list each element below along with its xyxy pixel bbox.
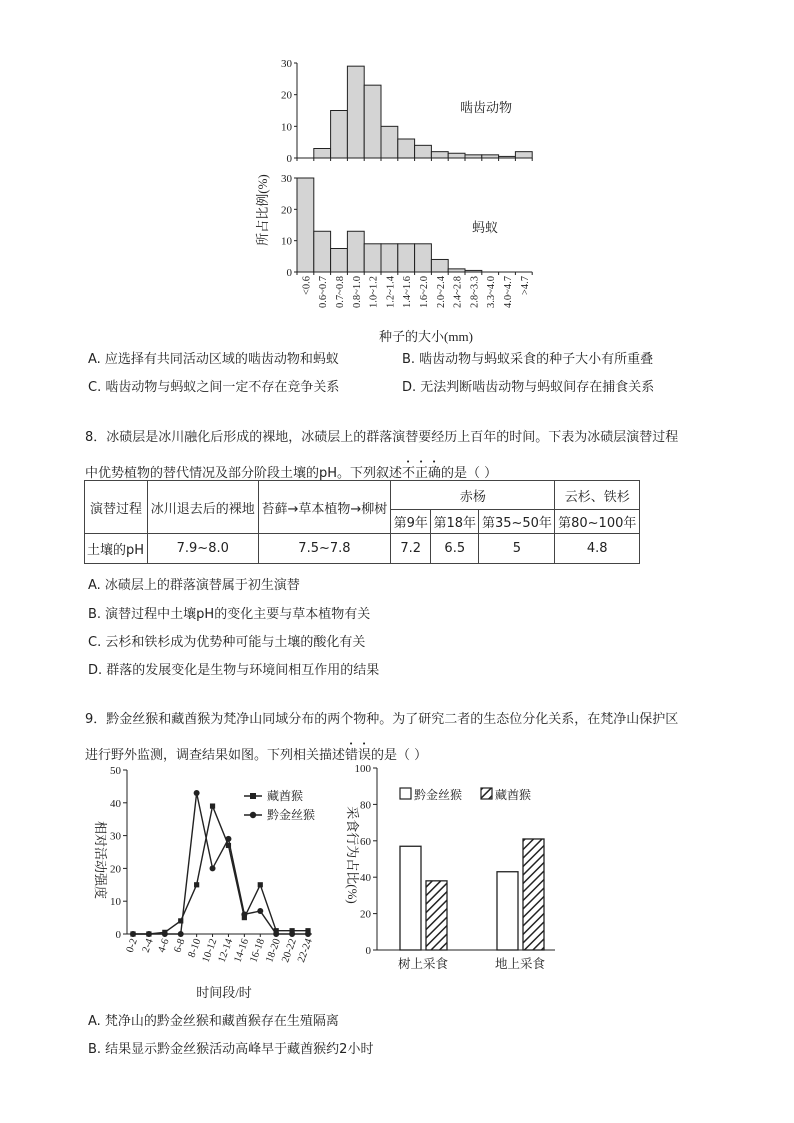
activity-x-tick-label: 12-14 — [216, 937, 236, 965]
seed-size-histogram-chart — [250, 50, 570, 350]
legend-qianjin — [244, 807, 315, 822]
activity-x-tick-label: 10-12 — [200, 937, 220, 965]
rodent-y-tick-label: 30 — [281, 58, 292, 70]
legend-qianjin-label: 黔金丝猴 — [267, 808, 316, 822]
seed-size-x-tick-label: 1.4~1.6 — [402, 276, 414, 308]
rodent-bar — [398, 139, 415, 158]
qianjin-activity-point — [305, 931, 311, 937]
seed-size-x-tick-label: 0.6~0.7 — [318, 276, 330, 308]
table-header-process: 演替过程 — [85, 481, 148, 534]
seed-size-x-tick-label: 4.0~4.7 — [503, 276, 514, 308]
table-ph-moss: 7.5~7.8 — [258, 534, 391, 564]
table-ph-year80-100: 4.8 — [555, 534, 640, 564]
qianjin-activity-point — [225, 836, 231, 842]
q9-option-b[interactable]: B. 结果显示黔金丝猴活动高峰早于藏酋猴约2小时 — [88, 1042, 374, 1057]
activity-x-tick-label: 4-6 — [156, 937, 172, 955]
q8-stem-post: 的是（ ） — [441, 466, 498, 481]
activity-y-tick-label: 20 — [110, 863, 121, 876]
zangqiu-activity-point — [210, 803, 215, 808]
q9-stem-emphasis: 错误 — [345, 748, 372, 763]
activity-y-tick-label: 30 — [110, 830, 121, 843]
q8-option-a[interactable]: A. 冰碛层上的群落演替属于初生演替 — [88, 578, 300, 593]
q7-option-c[interactable]: C. 啮齿动物与蚂蚁之间一定不存在竞争关系 — [88, 380, 340, 395]
chart1-y-axis-label: 所占比例(%) — [255, 174, 270, 246]
rodent-y-tick-label: 20 — [281, 89, 292, 102]
activity-x-tick-label: 8-10 — [186, 937, 204, 960]
seed-size-x-tick-label: 0.7~0.8 — [335, 276, 346, 308]
seed-size-x-tick-label: 3.3~4.0 — [486, 276, 498, 308]
rodent-bar — [364, 85, 381, 158]
table-stage-moss: 苔藓→草本植物→柳树 — [258, 481, 391, 534]
rodent-bar — [381, 126, 398, 158]
activity-x-tick-label: 6-8 — [172, 937, 188, 955]
feeding-y-tick-label: 20 — [360, 908, 371, 921]
legend-zangqiu-bar-label: 藏酋猴 — [495, 788, 532, 802]
seed-size-x-tick-label: 2.8~3.3 — [469, 276, 481, 308]
q9-stem-pre: 进行野外监测，调查结果如图。下列相关描述 — [85, 748, 346, 763]
seed-size-x-tick-label: <0.6 — [301, 276, 313, 296]
activity-x-tick-label: 14-16 — [232, 937, 252, 965]
ant-y-tick-label: 10 — [281, 235, 292, 248]
q8-option-d[interactable]: D. 群落的发展变化是生物与环境间相互作用的结果 — [88, 663, 380, 678]
rodent-bar — [415, 145, 432, 158]
feeding-x-tick-label: 地上采食 — [494, 957, 546, 971]
ant-bar — [415, 244, 432, 272]
ant-bar — [314, 231, 331, 272]
table-ph-bare: 7.9~8.0 — [147, 534, 258, 564]
ant-bar — [331, 249, 348, 273]
table-ph-year35-50: 5 — [479, 534, 555, 564]
q9-option-a[interactable]: A. 梵净山的黔金丝猴和藏酋猴存在生殖隔离 — [88, 1014, 339, 1029]
zangqiu-activity-point — [194, 882, 199, 887]
zangqiu-activity-point — [258, 882, 263, 887]
q8-option-b[interactable]: B. 演替过程中土壤pH的变化主要与草本植物有关 — [88, 607, 371, 622]
rodent-bar — [515, 152, 532, 158]
activity-y-tick-label: 50 — [110, 765, 121, 777]
ant-y-tick-label: 0 — [286, 267, 292, 279]
seed-size-x-tick-label: 1.6~2.0 — [419, 276, 430, 308]
table-stage-alder: 赤杨 — [391, 481, 555, 510]
seed-size-x-tick-label: 1.2~1.4 — [385, 276, 397, 308]
qianjin-activity-point — [178, 931, 184, 937]
activity-line-chart — [84, 760, 334, 1005]
ant-bar — [431, 259, 448, 272]
qianjin-activity-point — [210, 865, 216, 871]
seed-size-x-tick-label: 1.0~1.2 — [368, 276, 380, 308]
seed-size-x-tick-label: 0.8~1.0 — [351, 276, 363, 308]
feeding-y-tick-label: 60 — [360, 835, 371, 848]
activity-x-tick-label: 2-4 — [140, 937, 156, 955]
seed-size-x-tick-label: >4.7 — [519, 276, 531, 296]
zangqiu-activity-line — [133, 806, 308, 934]
q8-stem-pre: 中优势植物的替代情况及部分阶段土壤的pH。下列叙述 — [85, 466, 403, 481]
legend-qianjin-bar — [400, 787, 462, 802]
q7-option-d[interactable]: D. 无法判断啮齿动物与蚂蚁间存在捕食关系 — [402, 380, 655, 395]
qianjin-activity-point — [257, 908, 263, 914]
ant-bar — [364, 244, 381, 272]
qianjin-feeding-bar — [400, 846, 421, 950]
rodent-bar — [499, 156, 516, 158]
legend-zangqiu-bar — [481, 787, 531, 802]
rodent-y-tick-label: 10 — [281, 121, 292, 134]
table-stage-bare: 冰川退去后的裸地 — [147, 481, 258, 534]
qianjin-activity-point — [162, 931, 168, 937]
feeding-x-tick-label: 树上采食 — [397, 957, 449, 971]
q7-option-b[interactable]: B. 啮齿动物与蚂蚁采食的种子大小有所重叠 — [402, 352, 654, 367]
ant-bar — [347, 231, 364, 272]
ant-bar — [465, 270, 482, 272]
q9-stem-post: 的是（ ） — [371, 748, 428, 763]
q7-option-a[interactable]: A. 应选择有共同活动区域的啮齿动物和蚂蚁 — [88, 352, 339, 367]
qianjin-activity-point — [273, 931, 279, 937]
activity-y-tick-label: 40 — [110, 797, 121, 810]
ant-bar — [398, 244, 415, 272]
ant-series-label: 蚂蚁 — [472, 220, 499, 235]
table-sub-year35-50: 第35~50年 — [479, 510, 555, 534]
rodent-bar — [482, 155, 499, 158]
activity-y-tick-label: 10 — [110, 896, 121, 909]
ant-y-tick-label: 20 — [281, 204, 292, 217]
rodent-bar — [448, 153, 465, 158]
succession-table — [84, 480, 640, 564]
ant-bar — [297, 178, 314, 272]
rodent-y-tick-label: 0 — [286, 153, 292, 165]
ant-y-tick-label: 30 — [281, 173, 292, 185]
table-ph-label: 土壤的pH — [85, 534, 148, 564]
activity-x-tick-label: 20-22 — [280, 937, 299, 965]
table-ph-year18: 6.5 — [431, 534, 479, 564]
legend-zangqiu-label: 藏酋猴 — [267, 789, 304, 803]
q8-option-c[interactable]: C. 云杉和铁杉成为优势种可能与土壤的酸化有关 — [88, 635, 366, 650]
ant-bar — [381, 244, 398, 272]
qianjin-feeding-bar — [497, 872, 518, 950]
q8-stem-emphasis: 不正确 — [402, 466, 442, 481]
qianjin-activity-point — [130, 931, 136, 937]
feeding-legend — [400, 787, 531, 802]
activity-y-axis-label: 相对活动强度 — [93, 820, 108, 900]
feeding-y-axis-label: 采食行为占比(%) — [345, 806, 360, 904]
zangqiu-feeding-bar — [523, 839, 544, 950]
rodent-bar — [331, 111, 348, 159]
q9-stem-line1: 9．黔金丝猴和藏酋猴为梵净山同域分布的两个物种。为了研究二者的生态位分化关系，在梵净山保护区 — [85, 712, 679, 727]
qianjin-activity-point — [241, 911, 247, 917]
ant-bar — [448, 269, 465, 272]
table-stage-spruce: 云杉、铁杉 — [555, 481, 640, 510]
rodent-bar — [465, 155, 482, 158]
rodent-bar — [314, 149, 331, 159]
table-sub-year9: 第9年 — [391, 510, 431, 534]
activity-x-tick-label: 16-18 — [248, 937, 268, 965]
activity-x-tick-label: 0-2 — [124, 937, 140, 955]
legend-qianjin-bar-label: 黔金丝猴 — [414, 788, 463, 802]
q8-stem-line2 — [85, 458, 497, 482]
feeding-bar-chart — [340, 760, 570, 985]
qianjin-activity-point — [194, 790, 200, 796]
feeding-y-tick-label: 100 — [354, 763, 371, 775]
qianjin-activity-point — [289, 931, 295, 937]
activity-y-tick-label: 0 — [115, 929, 121, 941]
table-sub-year18: 第18年 — [431, 510, 479, 534]
feeding-y-tick-label: 0 — [365, 945, 371, 957]
chart1-x-axis-label: 种子的大小(mm) — [379, 329, 473, 344]
rodent-bar — [347, 66, 364, 158]
rodent-bar — [431, 152, 448, 158]
table-sub-year80-100: 第80~100年 — [555, 510, 640, 534]
activity-x-tick-label: 18-20 — [264, 937, 284, 965]
activity-legend — [244, 788, 315, 822]
rodent-series-label: 啮齿动物 — [460, 100, 513, 115]
seed-size-x-tick-label: 2.0~2.4 — [435, 276, 447, 308]
seed-size-x-tick-label: 2.4~2.8 — [452, 276, 464, 308]
activity-x-tick-label: 22-24 — [296, 937, 315, 965]
qianjin-activity-point — [146, 931, 152, 937]
q8-stem-line1: 8．冰碛层是冰川融化后形成的裸地，冰碛层上的群落演替要经历上百年的时间。下表为冰碛层演替过程 — [85, 430, 679, 445]
feeding-y-tick-label: 80 — [360, 799, 371, 812]
legend-zangqiu — [244, 788, 303, 803]
table-ph-year9: 7.2 — [391, 534, 431, 564]
activity-x-axis-label: 时间段/时 — [196, 985, 252, 1000]
seed-size-x-ticks — [301, 275, 530, 308]
zangqiu-feeding-bar — [426, 881, 447, 950]
feeding-y-tick-label: 40 — [360, 872, 371, 885]
